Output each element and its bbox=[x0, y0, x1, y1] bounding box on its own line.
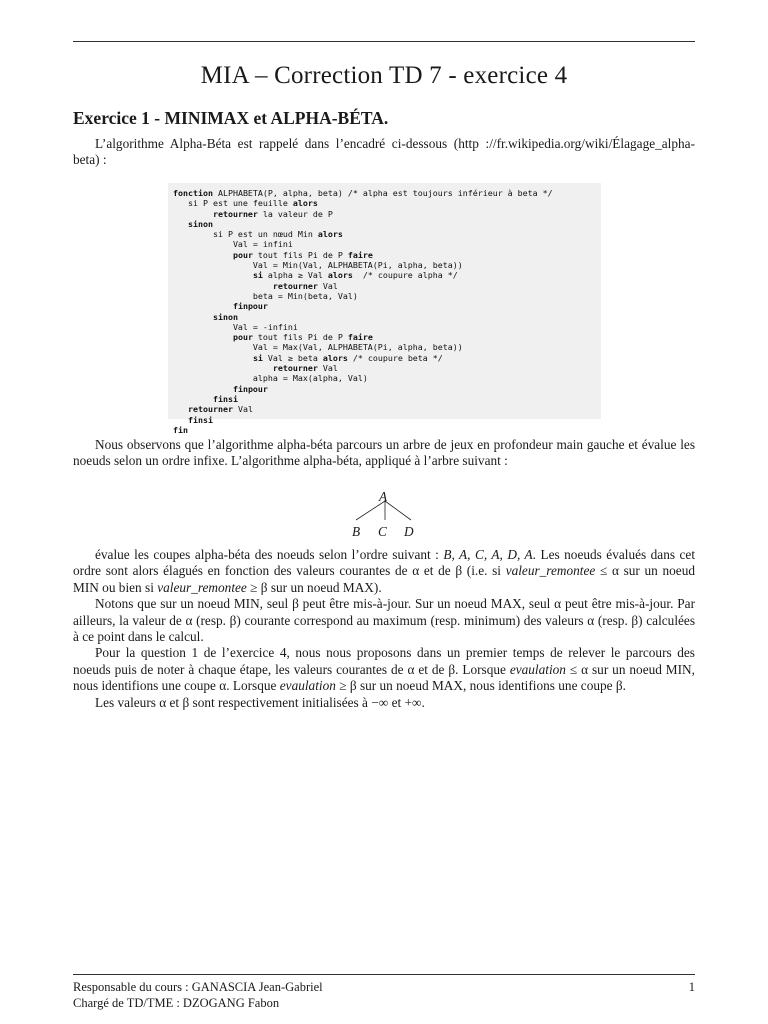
code-line: alpha = Max(alpha, Val) bbox=[173, 373, 368, 384]
observe-paragraph: Nous observons que l’algorithme alpha-béta parcours un arbre de jeux en profondeur main gauche et évalue les noeuds selon un ordre infixe. L’algorithme alpha-béta, appliqué à l’arbre suivant : bbox=[73, 437, 695, 469]
code-keyword: alors bbox=[317, 229, 343, 240]
code-line: retourner Val bbox=[188, 404, 253, 415]
variable-name: valeur_remontee bbox=[505, 563, 596, 579]
variable-name: evaulation bbox=[509, 661, 566, 677]
text-run: ≤ α sur un noeud MIN, nous identifions une coupe α. Lorsque bbox=[73, 661, 695, 694]
code-line bbox=[173, 394, 238, 404]
code-line: pour tout fils Pi de P faire bbox=[232, 332, 373, 343]
code-keyword: alors bbox=[292, 198, 318, 209]
code-line bbox=[173, 301, 268, 311]
code-keyword: faire bbox=[347, 249, 373, 260]
code-line: pour tout fils Pi de P faire bbox=[232, 249, 373, 260]
evaluation-paragraph-4: Les valeurs α et β sont respectivement initialisées à −∞ et +∞. bbox=[95, 694, 425, 710]
evaluation-section bbox=[73, 547, 695, 711]
text-run: . Les noeuds évalués dans cet ordre sont alors élagués en fonction des valeurs courantes de α et de β (i.e. si bbox=[73, 547, 696, 579]
code-line: beta = Min(beta, Val) bbox=[173, 290, 358, 301]
edge-a-d bbox=[385, 501, 411, 520]
intro-paragraph: L’algorithme Alpha-Béta est rappelé dans l’encadré ci-dessous (http ://fr.wikipedia.org/wiki/Élagage_alpha-beta) : bbox=[73, 136, 695, 168]
code-keyword: alors bbox=[322, 352, 348, 363]
code-line: fonction ALPHABETA(P, alpha, beta) /* alpha est toujours inférieur à beta */ bbox=[173, 188, 553, 198]
code-keyword: fonction bbox=[173, 188, 213, 198]
tree-node-child: B bbox=[352, 524, 361, 539]
evaluation-paragraph-2: Notons que sur un noeud MIN, seul β peut être mis-à-jour. Sur un noeud MAX, seul α peut être mis-à-jour. Par ailleurs, la valeur de α (resp. β) courante correspond au maximum (resp. minimum) des valeurs α (resp. β) calculées à ce point dans le calcul. bbox=[73, 596, 695, 645]
code-line: si alpha ≥ Val alors /* coupure alpha */ bbox=[252, 270, 458, 281]
code-keyword: pour bbox=[232, 332, 253, 343]
evaluation-paragraph-1 bbox=[73, 547, 695, 596]
code-keyword: pour bbox=[232, 249, 253, 260]
code-line: Val = Max(Val, ALPHABETA(Pi, alpha, beta)) bbox=[173, 342, 463, 353]
text-run: ≥ β sur un noeud MAX). bbox=[246, 579, 382, 595]
code-line bbox=[173, 415, 213, 425]
code-keyword: alors bbox=[327, 270, 353, 281]
code-line: Val = -infini bbox=[173, 321, 298, 332]
tree-node-root: A bbox=[379, 489, 388, 504]
code-keyword: retourner bbox=[212, 208, 258, 219]
footer-responsible: Responsable du cours : GANASCIA Jean-Gabriel bbox=[73, 980, 323, 994]
code-line bbox=[173, 384, 268, 394]
code-line: Val = Min(Val, ALPHABETA(Pi, alpha, beta)) bbox=[173, 260, 463, 271]
code-keyword: finpour bbox=[232, 383, 268, 394]
footer-tutor: Chargé de TD/TME : DZOGANG Fabon bbox=[73, 996, 280, 1010]
section-title: Exercice 1 - MINIMAX et ALPHA-BÉTA. bbox=[73, 108, 389, 128]
variable-name: valeur_remontee bbox=[157, 579, 247, 595]
code-keyword: si bbox=[252, 270, 263, 281]
code-line: retourner Val bbox=[272, 280, 338, 291]
code-keyword: sinon bbox=[188, 218, 213, 229]
evaluation-order: B, A, C, A, D, A bbox=[443, 547, 533, 562]
code-keyword: sinon bbox=[212, 311, 238, 322]
code-keyword: retourner bbox=[272, 280, 318, 291]
code-line: retourner la valeur de P bbox=[212, 208, 333, 219]
code-keyword: retourner bbox=[272, 363, 318, 374]
code-keyword: finpour bbox=[232, 301, 268, 312]
code-line: si P est un nœud Min alors bbox=[173, 229, 343, 240]
code-line bbox=[173, 425, 188, 435]
code-line bbox=[173, 219, 213, 229]
variable-name: evaulation bbox=[279, 678, 336, 694]
page-title: MIA – Correction TD 7 - exercice 4 bbox=[200, 62, 568, 89]
evaluation-paragraph-3 bbox=[73, 645, 695, 694]
code-line: si P est une feuille alors bbox=[173, 198, 318, 209]
code-keyword: fin bbox=[173, 424, 188, 435]
code-keyword: faire bbox=[347, 332, 373, 343]
header-rule bbox=[73, 41, 695, 42]
algorithm-box bbox=[168, 183, 601, 435]
page-number: 1 bbox=[688, 980, 695, 994]
text-run: ≥ β sur un noeud MAX, nous identifions une coupe β. bbox=[335, 678, 626, 694]
code-keyword: si bbox=[252, 352, 263, 363]
tree-node-child: C bbox=[378, 524, 387, 539]
text-run: Pour la question 1 de l’exercice 4, nous nous proposons dans un premier temps de relever le parcours des noeuds puis de noter à chaque étape, les valeurs courantes de α et de β. Lorsque bbox=[73, 645, 695, 677]
code-line bbox=[173, 312, 238, 322]
code-line: si Val ≥ beta alors /* coupure beta */ bbox=[252, 352, 443, 363]
text-run: évalue les coupes alpha-béta des noeuds selon l’ordre suivant : bbox=[95, 547, 444, 562]
footer-rule bbox=[73, 974, 695, 975]
code-keyword: finsi bbox=[188, 414, 213, 425]
text-run: ≤ α sur un noeud MIN ou bien si bbox=[73, 563, 695, 595]
code-keyword: retourner bbox=[188, 404, 233, 415]
tree-node-child: D bbox=[404, 524, 414, 539]
code-line: retourner Val bbox=[272, 363, 338, 374]
code-keyword: finsi bbox=[212, 393, 238, 404]
tree-diagram bbox=[340, 487, 430, 542]
algorithm-code bbox=[173, 188, 553, 435]
code-line: Val = infini bbox=[173, 239, 293, 250]
